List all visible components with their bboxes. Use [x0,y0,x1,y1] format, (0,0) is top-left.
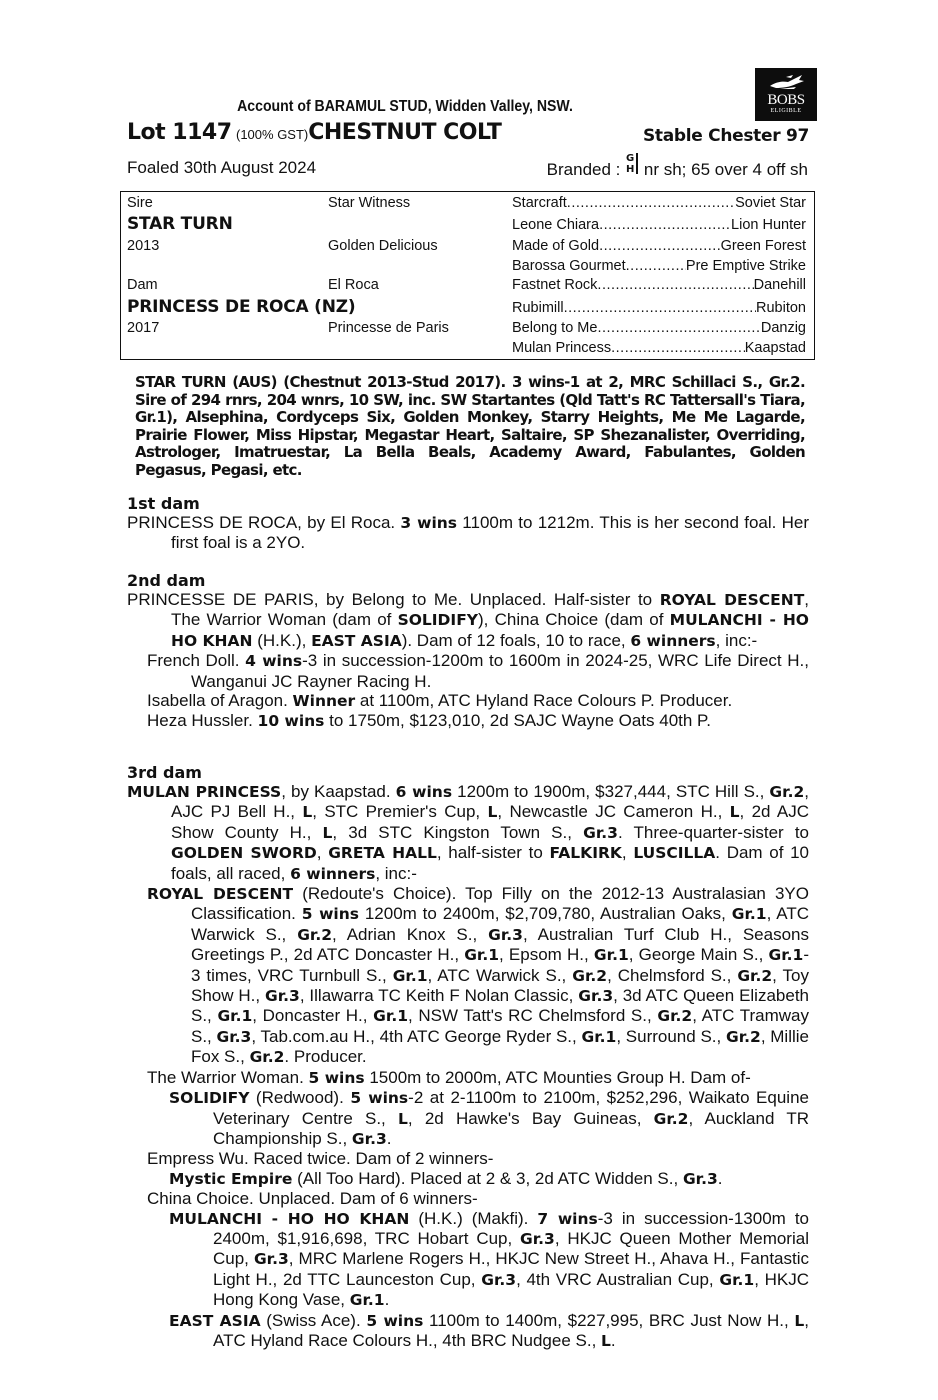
brand-letter-bottom: H [625,164,635,175]
progeny-entry: French Doll. 4 wins-3 in succession-1200m to 1600m in 2024-25, WRC Life Direct H., Wanganui JC Rayner Racing H. [147,651,809,691]
grandparent-row: Starcraft ..... Soviet Star [512,195,806,211]
dam-sire: El Roca [328,277,379,293]
dam-year: 2017 [127,320,160,336]
progeny-entry: Heza Hussler. 10 wins to 1750m, $123,010, 2d SAJC Wayne Oats 40th P. [147,711,711,731]
dam-paragraph: PRINCESSE DE PARIS, by Belong to Me. Unplaced. Half-sister to ROYAL DESCENT, The Warrior Woman (dam of SOLIDIFY), China Choice (dam of MULANCHI - HO HO KHAN (H.K.), EAST ASIA). Dam of 12 foals, 10 to race, 6 winners, inc:- [127,590,809,650]
grandparent-row: Fastnet Rock ..... Danehill [512,277,806,293]
logo-subtext: ELIGIBLE [770,108,802,114]
grandparent-row: Mulan Princess ..... Kaapstad [512,340,806,356]
progeny-entry: China Choice. Unplaced. Dam of 6 winners- [147,1189,478,1209]
dam-paragraph: PRINCESS DE ROCA, by El Roca. 3 wins 1100m to 1212m. This is her second foal. Her first foal is a 2YO. [127,513,810,553]
brand-letter-top: G [626,153,635,164]
section-heading: 2nd dam [127,571,206,590]
grandparent-row: Made of Gold ..... Green Forest [512,238,806,254]
grandparent-row: Rubimill ..... Rubiton [512,300,806,316]
progeny-entry: MULANCHI - HO HO KHAN (H.K.) (Makfi). 7 wins-3 in succession-1300m to 2400m, $1,916,698, TRC Hobart Cup, Gr.3, HKJC Queen Mother Memorial Cup, Gr.3, MRC Marlene Rogers H., HKJC New Street H., Ahava H., Fantastic Light H., 2d TTC Launceston Cup, Gr.3, 4th VRC Australian Cup, Gr.1, HKJC Hong Kong Vase, Gr.1. [169,1208,810,1310]
grandparent-row: Leone Chiara ..... Lion Hunter [512,217,806,233]
pedigree-table [120,191,815,360]
lot-title-line [127,120,809,150]
second-dam-section [127,571,809,732]
sire-dam: Golden Delicious [328,238,438,254]
sire-summary: STAR TURN (AUS) (Chestnut 2013-Stud 2017). 3 wins-1 at 2, MRC Schillaci S., Gr.2. Sire of 294 rnrs, 204 wnrs, 10 SW, inc. SW Startantes (Qld Tatt's RC Tattersall's Tiara, Gr.1), Alsephina, Cordyceps Six, Golden Monkey, Starry Heights, Me Me Lagarde, Prairie Flower, Miss Hipstar, Megastar Heart, Saltaire, SP Shezanalister, Overriding, Astrologer, Imatruestar, La Bella Beals, Academy Award, Fabulantes, Golden Pegasus, Pegasi, etc. [135,373,805,479]
dam-paragraph: MULAN PRINCESS, by Kaapstad. 6 wins 1200m to 1900m, $327,444, STC Hill S., Gr.2, AJC PJ Bell H., L, STC Premier's Cup, L, Newcastle JC Cameron H., L, 2d AJC Show County H., L, 3d STC Kingston Town S., Gr.3. Three-quarter-sister to GOLDEN SWORD, GRETA HALL, half-sister to FALKIRK, LUSCILLA. Dam of 10 foals, all raced, 6 winners, inc:- [127,782,810,883]
foaled-date: Foaled 30th August 2024 [127,158,317,177]
logo-text: BOBS [767,92,805,108]
progeny-entry: ROYAL DESCENT (Redoute's Choice). Top Filly on the 2012-13 Australasian 3YO Classification. 5 wins 1200m to 2400m, $2,709,780, Australian Oaks, Gr.1, ATC Warwick S., Gr.2, Adrian Knox S., Gr.3, Australian Turf Club H., Seasons Greetings P., 2d ATC Doncaster H., Gr.1, Epsom H., Gr.1, George Main S., Gr.1-3 times, VRC Turnbull S., Gr.1, ATC Warwick S., Gr.2, Chelmsford S., Gr.2, Toy Show H., Gr.3, Illawarra TC Keith F Nolan Classic, Gr.3, 3d ATC Queen Elizabeth S., Gr.1, Doncaster H., Gr.1, NSW Tatt's RC Chelmsford S., Gr.2, ATC Tramway S., Gr.3, Tab.com.au H., 4th ATC George Ryder S., Gr.1, Surround S., Gr.2, Millie Fox S., Gr.2. Producer. [147,884,810,1067]
progeny-entry: Isabella of Aragon. Winner at 1100m, ATC Hyland Race Colours P. Producer. [147,691,733,711]
sire-sire: Star Witness [328,195,411,211]
brand-info [546,153,808,180]
branded-label: Branded : [546,160,621,179]
progeny-entry: SOLIDIFY (Redwood). 5 wins-2 at 2-1100m to 2100m, $252,296, Waikato Equine Veterinary Centre S., L, 2d Hawke's Bay Guineas, Gr.2, Auckland TR Championship S., Gr.3. [169,1088,809,1148]
lot-number: Lot 1147 [127,120,232,145]
sire-label: Sire [127,195,153,211]
progeny-entry: The Warrior Woman. 5 wins 1500m to 2000m, ATC Mounties Group H. Dam of- [147,1067,751,1087]
stable-location: Stable Chester 97 [642,126,809,146]
grandparent-row: Barossa Gourmet ..... Pre Emptive Strike [512,258,806,274]
brand-mark-icon [625,153,639,178]
progeny-entry: Empress Wu. Raced twice. Dam of 2 winners- [147,1149,494,1169]
progeny-entry: Mystic Empire (All Too Hard). Placed at 2 & 3, 2d ATC Widden S., Gr.3. [169,1168,723,1188]
vendor-account: Account of BARAMUL STUD, Widden Valley, NSW. [237,98,573,115]
gst-note: (100% GST) [236,127,309,142]
third-dam-section [127,763,809,1351]
dam-label: Dam [127,277,158,293]
grandparent-row: Belong to Me ..... Danzig [512,320,806,336]
bobs-eligible-logo [755,68,817,121]
progeny-entry: EAST ASIA (Swiss Ace). 5 wins 1100m to 1400m, $227,995, BRC Just Now H., L, ATC Hyland Race Colours H., 4th BRC Nudgee S., L. [169,1310,809,1350]
sire-name: STAR TURN [127,214,233,234]
section-heading: 1st dam [127,494,200,513]
dam-name: PRINCESS DE ROCA (NZ) [127,297,356,317]
sire-year: 2013 [127,238,160,254]
first-dam-section [127,494,809,553]
section-heading: 3rd dam [127,763,202,782]
bobs-horse-icon [766,72,806,92]
branded-detail: nr sh; 65 over 4 off sh [643,160,808,179]
dam-dam: Princesse de Paris [328,320,449,336]
horse-description: CHESTNUT COLT [308,120,502,145]
